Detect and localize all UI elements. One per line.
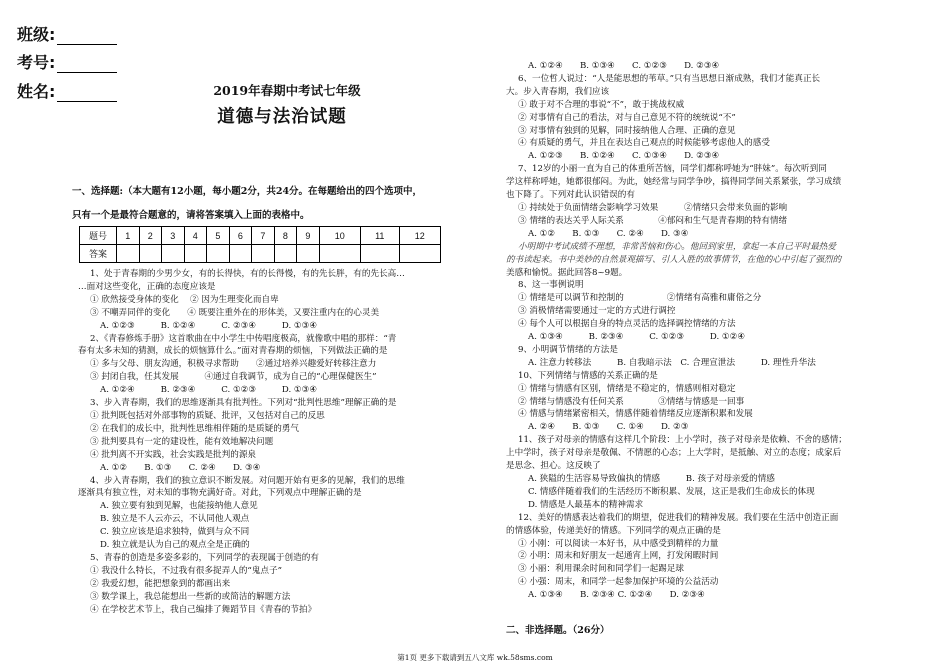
question-text-line: ② 对事情有自己的看法，对与自己意见不符的统统说“不” [518, 112, 736, 123]
question-text-line: ③ 批判要具有一定的建设性，能有效地解决问题 [90, 436, 274, 447]
question-text-line: 3、步入青春期，我们的思维逐渐具有批判性。下列对“批判性思维”理解正确的是 [90, 398, 397, 409]
question-text-line: ④ 每个人可以根据自身的特点灵活的选择调控情绪的方法 [518, 319, 736, 330]
question-text-line: ② 小明：周末和好朋友一起通宵上网，打发闲暇时间 [518, 551, 719, 562]
question-text-line: 也下降了。下列对此认识错误的有 [506, 190, 635, 201]
question-text-line: 春有太多未知的猜测，成长的烦恼算什么。”面对青春期的烦恼，下列做法正确的是 [78, 346, 388, 357]
question-text-line: 1、处于青春期的少男少女，有的长得快，有的长得慢，有的先长胖，有的先长高… [90, 269, 405, 279]
question-text-line: ② 情绪与情感没有任何关系 ③情绪与情感是一回事 [518, 396, 745, 407]
question-text-line: 小明期中考试成绩不理想，非常苦恼和伤心。他回到家里，拿起一本自己平时最热爱 [518, 241, 836, 252]
left-question-column [78, 268, 448, 616]
question-text-line: ① 持续处于负面情绪会影响学习效果 ②情绪只会带来负面的影响 [518, 202, 788, 213]
question-text-line: ④ 情感与情绪紧密相关，情感伴随着情绪反应逐渐积累和发展 [518, 409, 753, 420]
question-text-line: 大。步入青春期，我们应该 [506, 86, 610, 97]
question-text-line: 10、下列情绪与情感的关系正确的是 [518, 370, 658, 381]
question-text-line: ① 批判既包括对外部事物的质疑、批评，又包括对自己的反思 [90, 410, 325, 421]
question-text-line: ③ 不嘲弄同伴的变化 ④ 既要注重外在的形体美，又要注重内在的心灵美 [90, 307, 380, 318]
question-text-line: ③ 数学课上，我总能想出一些新的或简洁的解题方法 [90, 591, 291, 602]
right-question-column [506, 60, 886, 602]
exam-no-field [17, 50, 117, 73]
question-text-line: ④ 批判离不开实践，社会实践是批判的源泉 [90, 449, 257, 460]
answer-table [79, 226, 441, 263]
answer-cell[interactable] [207, 245, 230, 263]
table-question-number: 9 [297, 227, 320, 245]
question-text-line: ② 我爱幻想，能把想象到的都画出来 [90, 578, 231, 589]
name-field [17, 79, 117, 102]
question-text-line: 11、孩子对母亲的情感有这样几个阶段：上小学时，孩子对母亲是依赖、不舍的感情； [518, 435, 847, 446]
section2-heading: 二、非选择题。（26分） [506, 625, 610, 636]
question-text-line: D. 独立就是认为自己的观点全是正确的 [100, 540, 250, 551]
exam-no-label: 考号: [17, 53, 56, 72]
question-text-line: 的书读起来。书中美妙的自然景观描写、引人入胜的故事情节，在他的心中引起了强烈的 [506, 254, 842, 265]
table-question-number: 11 [360, 227, 399, 245]
exam-title: 2019年春期中考试七年级 [213, 83, 361, 98]
question-text-line: ③ 封闭自我，任其发展 ④通过自我调节，成为自己的“心理保健医生” [90, 372, 377, 383]
table-question-number: 6 [229, 227, 252, 245]
question-text-line: A. ①②③ B. ①②④ C. ①③④ D. ②③④ [528, 151, 720, 162]
question-text-line: 的情感体验，传递美好的情感。下列同学的观点正确的是 [506, 525, 721, 536]
table-question-number: 5 [207, 227, 230, 245]
question-text-line: 是思念、担心。这反映了 [506, 461, 601, 472]
question-text-line: 6、一位哲人说过：“人是能思想的苇草。”只有当思想日渐成熟，我们才能真正长 [518, 73, 821, 84]
question-text-line: A. 注意力转移法 B. 自我暗示法 C. 合理宣泄法 D. 理性升华法 [528, 357, 816, 368]
question-text-line: ① 欣然接受身体的变化 ② 因为生理变化而自卑 [90, 294, 279, 305]
question-text-line: ① 情绪是可以调节和控制的 ②情绪有高雅和庸俗之分 [518, 293, 762, 304]
question-text-line: 12、美好的情感表达着我们的期望，促进我们的精神发展。我们要在生活中创造正面 [518, 512, 839, 523]
name-blank [57, 87, 117, 102]
question-text-line: A. ①②④ B. ①③④ C. ①②③ D. ②③④ [528, 61, 720, 71]
question-text-line: 4、步入青春期，我们的独立意识不断发展。对问题开始有更多的见解，我们的思维 [90, 475, 405, 486]
table-question-number: 2 [139, 227, 162, 245]
table-label-answer: 答案 [80, 245, 117, 263]
answer-table-answer-row [80, 245, 441, 263]
question-text-line: A. ①② B. ①③ C. ②④ D. ③④ [528, 228, 689, 239]
question-text-line: ① 我没什么特长，不过我有很多捉弄人的“鬼点子” [90, 565, 282, 576]
table-question-number: 10 [319, 227, 360, 245]
question-text-line: A. ①②③ B. ①②④ C. ②③④ D. ①③④ [100, 320, 318, 331]
question-text-line: 8、这一事例说明 [518, 280, 584, 291]
table-question-number: 1 [117, 227, 140, 245]
question-text-line: ① 小刚：可以阅读一本好书，从中感受到精样的力量 [518, 538, 719, 549]
question-text-line: B. 独立是不人云亦云，不认同他人观点 [100, 514, 250, 525]
answer-cell[interactable] [229, 245, 252, 263]
question-text-line: C. 情感伴随着我们的生活经历不断积累、发展，这正是我们生命成长的体现 [528, 486, 815, 497]
question-text-line: ④ 小强：周末，和同学一起参加保护环境的公益活动 [518, 577, 719, 588]
table-question-number: 3 [162, 227, 185, 245]
question-text-line: ③ 消极情绪需要通过一定的方式进行调控 [518, 306, 676, 317]
answer-cell[interactable] [117, 245, 140, 263]
name-label: 姓名: [17, 82, 56, 101]
table-question-number: 8 [274, 227, 297, 245]
question-text-line: ③ 小丽：利用课余时间和同学们一起踢足球 [518, 564, 685, 575]
class-field [17, 22, 117, 45]
question-text-line: A. ②④ B. ①③ C. ①④ D. ②③ [528, 422, 689, 433]
question-text-line: 7、12岁的小丽一直为自己的体重所苦恼，同学们都称呼她为“胖妹”。每次听到同 [518, 164, 827, 175]
answer-cell[interactable] [184, 245, 207, 263]
question-text-line: 5、青春的创造是多姿多彩的，下列同学的表现属于创造的有 [90, 552, 319, 563]
answer-cell[interactable] [297, 245, 320, 263]
question-text-line: …面对这些变化，正确的态度应该是 [78, 281, 216, 292]
question-text-line: ③ 情绪的表达关乎人际关系 ④郁闷和生气是青春期的特有情绪 [518, 215, 788, 226]
question-text-line: 逐渐具有独立性，对未知的事物充满好奇。对此，下列观点中理解正确的是 [78, 488, 362, 499]
page-footer: 第1页 更多下载请到五八文库 wk.58sms.com [397, 653, 553, 662]
answer-table-number-row [80, 227, 441, 245]
answer-cell[interactable] [252, 245, 275, 263]
question-text-line: D. 情感是人最基本的精神需求 [528, 499, 644, 510]
exam-no-blank [57, 58, 117, 73]
table-label-number: 题号 [80, 227, 117, 245]
question-text-line: 美感和愉悦。据此回答8~9题。 [506, 267, 628, 278]
question-text-line: 2、《青春修炼手册》这首歌曲在中小学生中传唱度极高，就像歌中唱的那样：“青 [90, 333, 397, 344]
question-text-line: ① 敢于对不合理的事说“不”，敢于挑战权威 [518, 99, 685, 110]
question-text-line: ④ 在学校艺术节上，我自己编排了舞蹈节目《青春的节拍》 [90, 604, 317, 615]
question-text-line: ② 在我们的成长中，批判性思维相伴随的是质疑的勇气 [90, 423, 299, 434]
question-text-line: A. ①② B. ①③ C. ②④ D. ③④ [100, 462, 261, 473]
answer-cell[interactable] [399, 245, 440, 263]
question-text-line: A. ①③④ B. ②③④ C. ①②③ D. ①②④ [528, 332, 746, 343]
table-question-number: 7 [252, 227, 275, 245]
section1-heading-line1: 一、选择题:（本大题有12小题，每小题2分，共24分。在每题给出的四个选项中， [72, 186, 423, 197]
answer-cell[interactable] [162, 245, 185, 263]
answer-cell[interactable] [274, 245, 297, 263]
question-text-line: ④ 有质疑的勇气，并且在表达自己观点的时候能够考虑他人的感受 [518, 138, 770, 149]
answer-cell[interactable] [360, 245, 399, 263]
class-blank [57, 30, 117, 45]
answer-cell[interactable] [139, 245, 162, 263]
question-text-line: A. ①②④ B. ②③④ C. ①②③ D. ①③④ [100, 385, 318, 396]
subject-title: 道德与法治试题 [217, 107, 347, 127]
question-text-line: ① 多与父母、朋友沟通，积极寻求帮助 ②通过培养兴趣爱好转移注意力 [90, 359, 377, 370]
answer-cell[interactable] [319, 245, 360, 263]
question-text-line: ① 情绪与情感有区别，情绪是不稳定的，情感则相对稳定 [518, 383, 736, 394]
question-text-line: A. 独立要有独到见解，也能接纳他人意见 [100, 501, 258, 512]
question-text-line: ③ 对事情有独到的见解，同时接纳他人合理、正确的意见 [518, 125, 736, 136]
question-text-line: 上中学时，孩子对母亲是敬佩、不情愿的心态；上大学时，是抵触、对立的态度；成家后 [506, 448, 842, 459]
table-question-number: 4 [184, 227, 207, 245]
class-label: 班级: [17, 25, 56, 44]
table-question-number: 12 [399, 227, 440, 245]
question-text-line: 9、小明调节情绪的方法是 [518, 344, 618, 355]
question-text-line: C. 独立应该是追求独特，做到与众不同 [100, 527, 250, 538]
section1-heading-line2: 只有一个是最符合题意的，请将答案填入上面的表格中。 [72, 210, 310, 221]
question-text-line: 学这样称呼她，她都很郁闷。为此，她经常与同学争吵，搞得同学间关系紧张，学习成绩 [506, 177, 842, 188]
question-text-line: A. ①③④ B. ②③④ C. ①②④ D. ②③④ [528, 590, 705, 601]
question-text-line: A. 狭隘的生活容易导致偏执的情感 B. 孩子对母亲爱的情感 [528, 474, 775, 484]
